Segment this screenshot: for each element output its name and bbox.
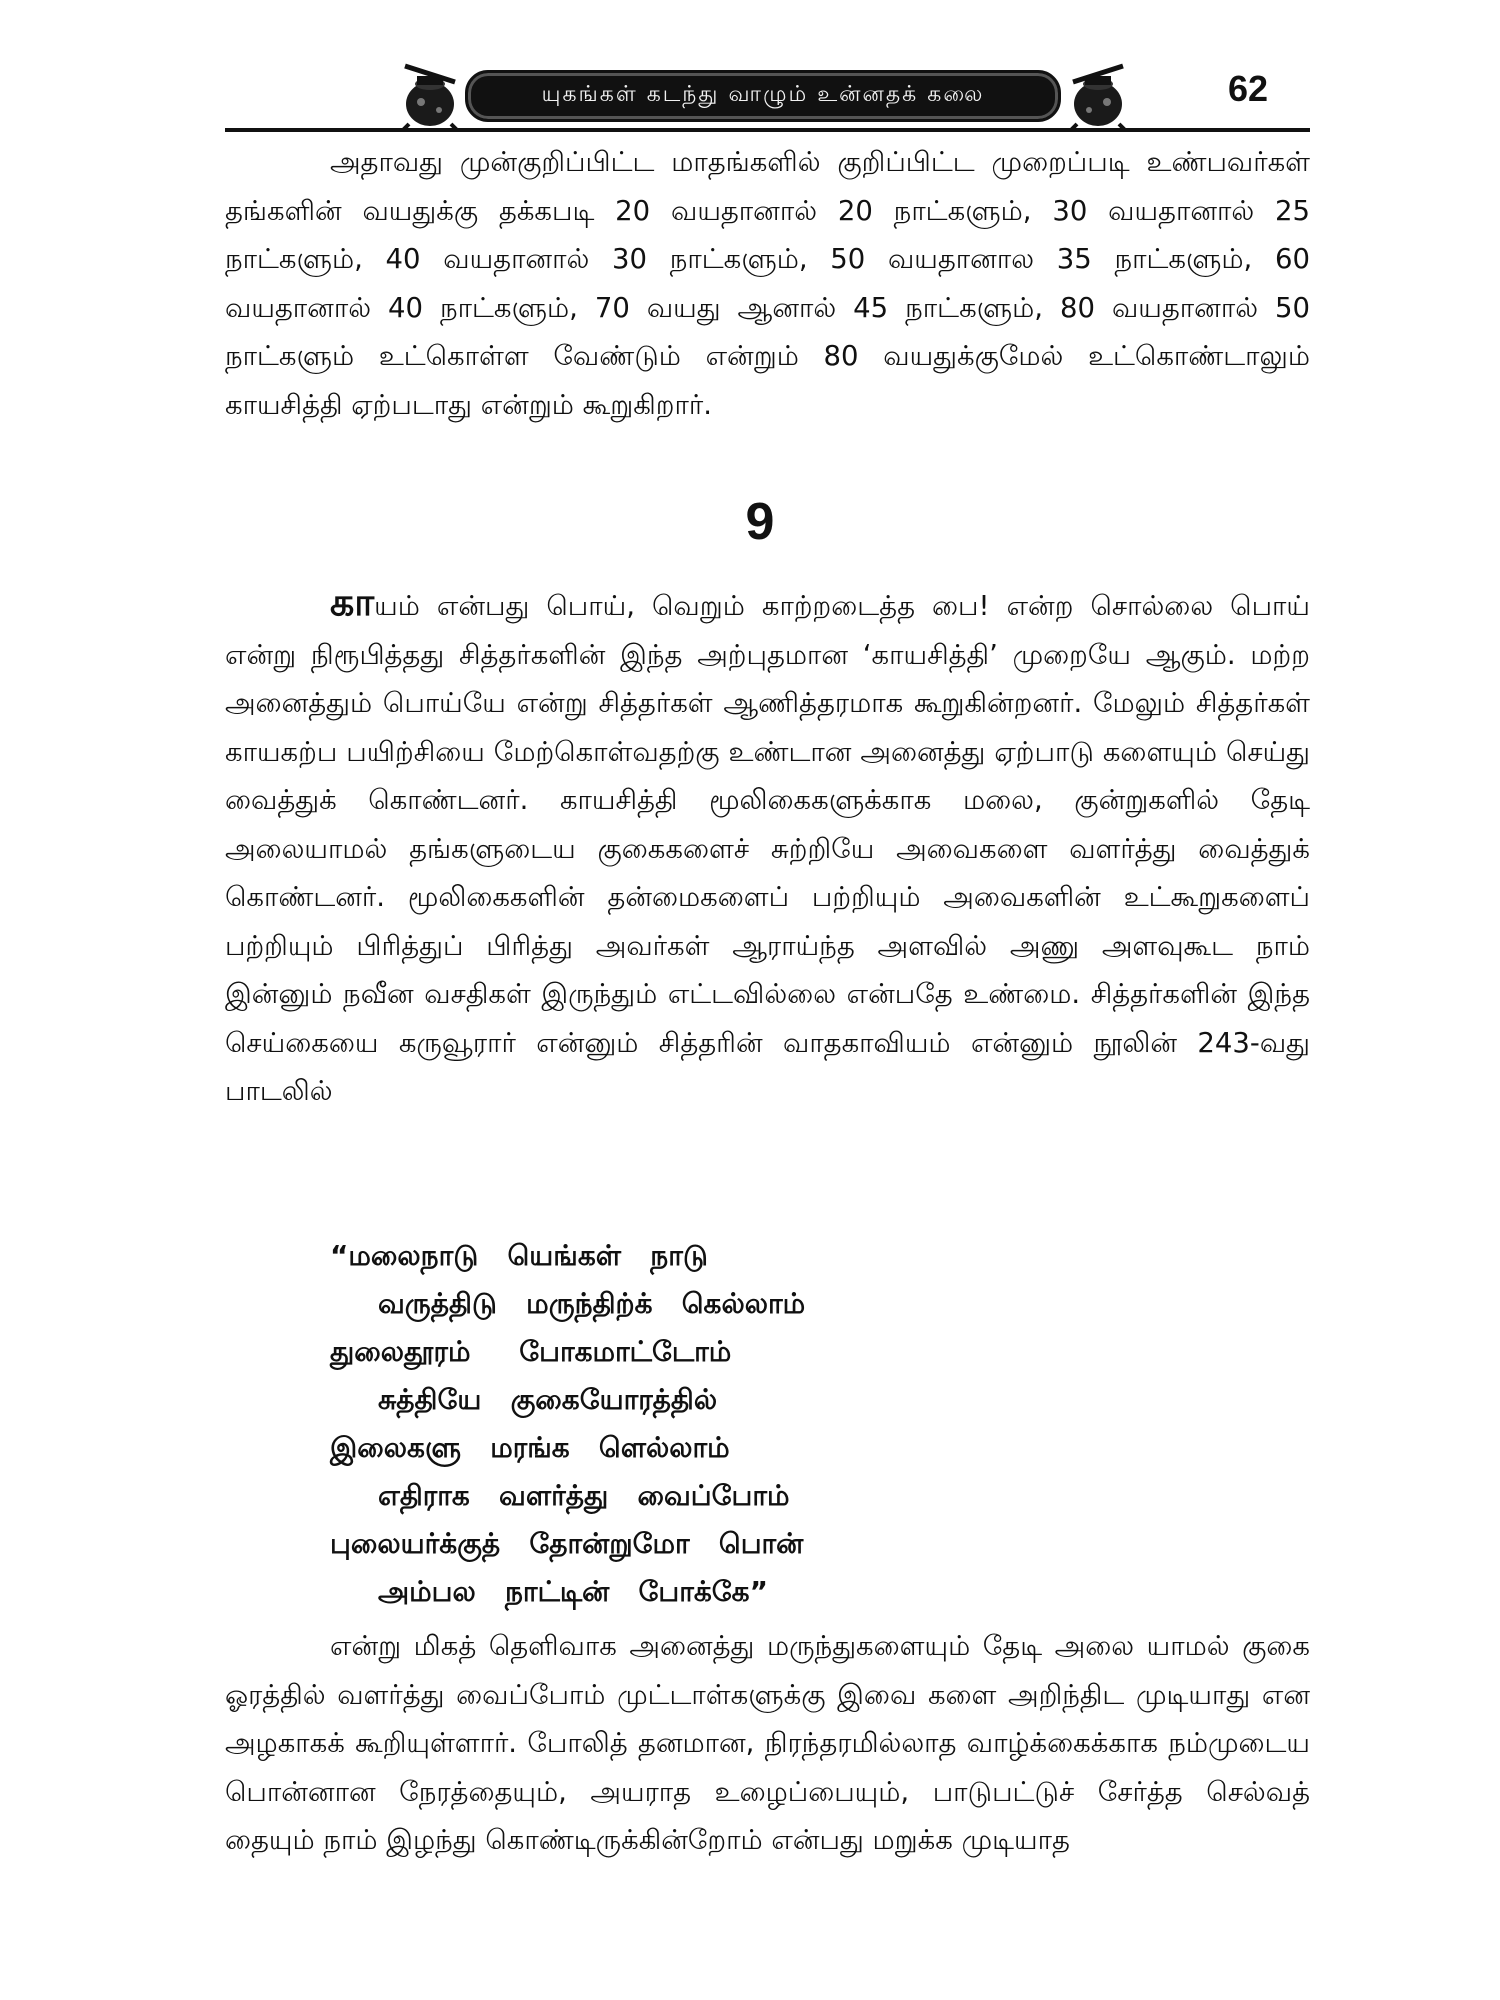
running-title: யுகங்கள் கடந்து வாழும் உன்னதக் கலை (465, 70, 1061, 122)
pot-ornament-icon (1063, 54, 1133, 132)
paragraph-intro: அதாவது முன்குறிப்பிட்ட மாதங்களில் குறிப்பிட்ட முறைப்படி உண்பவர்கள் தங்களின் வயதுக்கு தக்கபடி 20 வயதானால் 20 நாட்களும், 30 வயதானால் 25 நாட்களும், 40 வயதானால் 30 நாட்களும், 50 வயதானால 35 நாட்களும், 60 வயதானால் 40 நாட்களும், 70 வயது ஆனால் 45 நாட்களும், 80 வயதானால் 50 நாட்களும் உட்கொள்ள வேண்டும் என்றும் 80 வயதுக்குமேல் உட்கொண்டாலும் காயசித்தி ஏற்படாது என்றும் கூறுகிறார். (225, 146, 1310, 421)
poem-line: அம்பல நாட்டின் போக்கே” (378, 1575, 768, 1608)
page-header (225, 48, 1310, 138)
poem-line: எதிராக வளர்த்து வைப்போம் (378, 1479, 790, 1512)
paragraph-body-text: யம் என்பது பொய், வெறும் காற்றடைத்த பை! என்ற சொல்லை பொய் என்று நிரூபித்தது சித்தர்களின் இந்த அற்புதமான ‘காயசித்தி’ முறையே ஆகும். மற்ற அனைத்தும் பொய்யே என்று சித்தர்கள் ஆணித்தரமாக கூறுகின்றனர். மேலும் சித்தர்கள் காயகற்ப பயிற்சியை மேற்கொள்வதற்கு உண்டான அனைத்து ஏற்பாடு களையும் செய்து வைத்துக் கொண்டனர். காயசித்தி மூலிகைகளுக்காக மலை, குன்றுகளில் தேடி அலையாமல் தங்களுடைய குகைகளைச் சுற்றியே அவைகளை வளர்த்து வைத்துக் கொண்டனர். மூலிகைகளின் தன்மைகளைப் பற்றியும் அவைகளின் உட்கூறுகளைப் பற்றியும் பிரித்துப் பிரித்து அவர்கள் ஆராய்ந்த அளவில் அணு அளவுகூட நாம் இன்னும் நவீன வசதிகள் இருந்தும் எட்டவில்லை என்பதே உண்மை. சித்தர்களின் இந்த செய்கையை கருவூரார் என்னும் சித்தரின் வாதகாவியம் என்னும் நூலின் 243-வது பாடலில் (225, 590, 1310, 1107)
poem-line: வருத்திடு மருந்திற்க் கெல்லாம் (378, 1287, 806, 1320)
poem-line: சுத்தியே குகையோரத்தில் (378, 1383, 718, 1416)
poem-line: இலைகளு மரங்க ளெல்லாம் (330, 1431, 730, 1464)
poem-verse (330, 1232, 1130, 1616)
paragraph-body (225, 582, 1310, 1116)
poem-line: “மலைநாடு யெங்கள் நாடு (330, 1239, 708, 1272)
header-divider (225, 128, 1310, 132)
paragraph-conclusion: என்று மிகத் தெளிவாக அனைத்து மருந்துகளையும் தேடி அலை யாமல் குகை ஓரத்தில் வளர்த்து வைப்போம் முட்டாள்களுக்கு இவை களை அறிந்திட முடியாது என அழகாகக் கூறியுள்ளார். போலித் தனமான, நிரந்தரமில்லாத வாழ்க்கைக்காக நம்முடைய பொன்னான நேரத்தையும், அயராத உழைப்பையும், பாடுபட்டுச் சேர்த்த செல்வத் தையும் நாம் இழந்து கொண்டிருக்கின்றோம் என்பது மறுக்க முடியாத (225, 1630, 1310, 1856)
poem-line: துலைதூரம் போகமாட்டோம் (330, 1335, 732, 1368)
page-number: 62 (1228, 68, 1269, 109)
drop-cap: கா (330, 580, 375, 624)
chapter-number: 9 (745, 493, 775, 551)
poem-line: புலையர்க்குத் தோன்றுமோ பொன் (330, 1527, 804, 1560)
pot-ornament-icon (395, 54, 465, 132)
